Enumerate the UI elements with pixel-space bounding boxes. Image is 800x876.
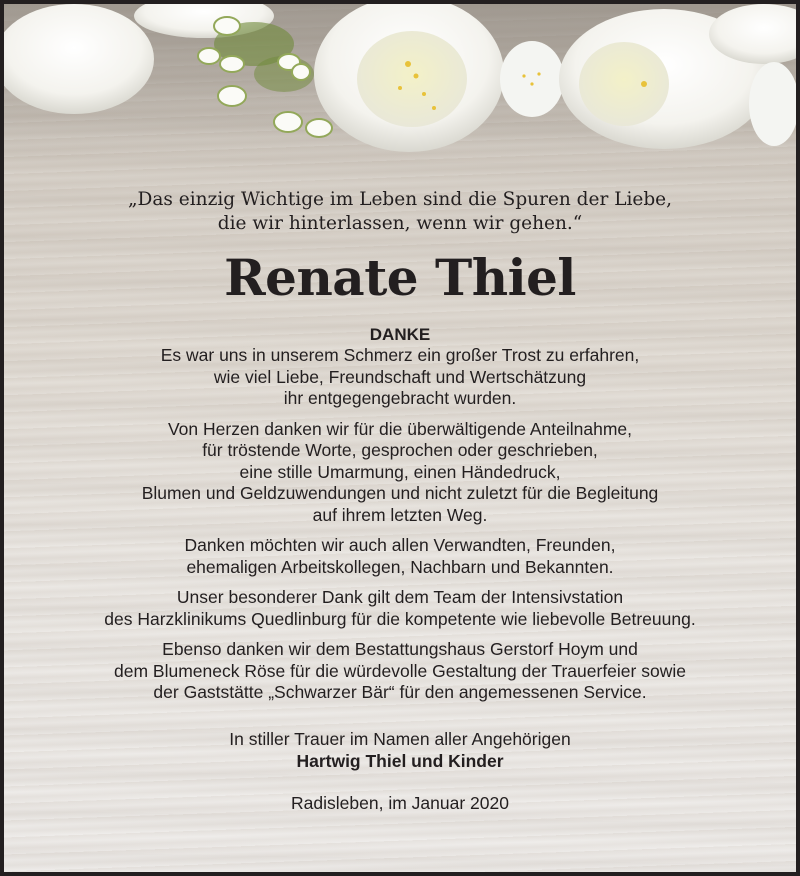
text-line: Ebenso danken wir dem Bestattungshaus Gerstorf Hoym und: [162, 639, 638, 659]
paragraph-5: [4, 639, 796, 704]
text-line: eine stille Umarmung, einen Händedruck,: [239, 461, 561, 482]
paragraph-4: [4, 587, 796, 630]
memorial-quote: [4, 188, 796, 236]
text-line: wie viel Liebe, Freundschaft und Wertschätzung: [213, 366, 587, 387]
paragraph-1: [4, 345, 796, 410]
text-line: auf ihrem letzten Weg.: [312, 504, 488, 525]
thanks-heading: DANKE: [369, 325, 431, 344]
text-line: Es war uns in unserem Schmerz ein großer Trost zu erfahren,: [160, 345, 640, 365]
text-line: Unser besonderer Dank gilt dem Team der Intensivstation: [176, 587, 624, 607]
obituary-card: [4, 4, 796, 872]
flowers-image: [4, 4, 796, 164]
signoff: [4, 728, 796, 772]
paragraph-3: [4, 535, 796, 578]
paragraph-2: [4, 419, 796, 527]
deceased-name: Renate Thiel: [224, 248, 576, 307]
text-line: ihr entgegengebracht wurden.: [283, 388, 517, 408]
text-line: dem Blumeneck Röse für die würdevolle Gestaltung der Trauerfeier sowie: [114, 660, 686, 681]
quote-line: die wir hinterlassen, wenn wir gehen.“: [217, 213, 583, 234]
text-line: für tröstende Worte, gesprochen oder geschrieben,: [202, 440, 598, 460]
text-line: der Gaststätte „Schwarzer Bär“ für den angemessenen Service.: [153, 682, 647, 702]
text-line: des Harzklinikums Quedlinburg für die kompetente wie liebevolle Betreuung.: [104, 608, 696, 629]
text-line: Von Herzen danken wir für die überwältigende Anteilnahme,: [167, 418, 633, 439]
text-line: Blumen und Geldzuwendungen und nicht zuletzt für die Begleitung: [141, 483, 659, 503]
text-line: Danken möchten wir auch allen Verwandten, Freunden,: [184, 535, 616, 555]
quote-line: „Das einzig Wichtige im Leben sind die Spuren der Liebe,: [127, 189, 673, 210]
signers: Hartwig Thiel und Kinder: [296, 750, 504, 771]
signoff-intro: In stiller Trauer im Namen aller Angehörigen: [229, 728, 571, 749]
text-line: ehemaligen Arbeitskollegen, Nachbarn und Bekannten.: [186, 556, 614, 577]
place-date: Radisleben, im Januar 2020: [291, 792, 509, 813]
obituary-text: [4, 188, 796, 814]
